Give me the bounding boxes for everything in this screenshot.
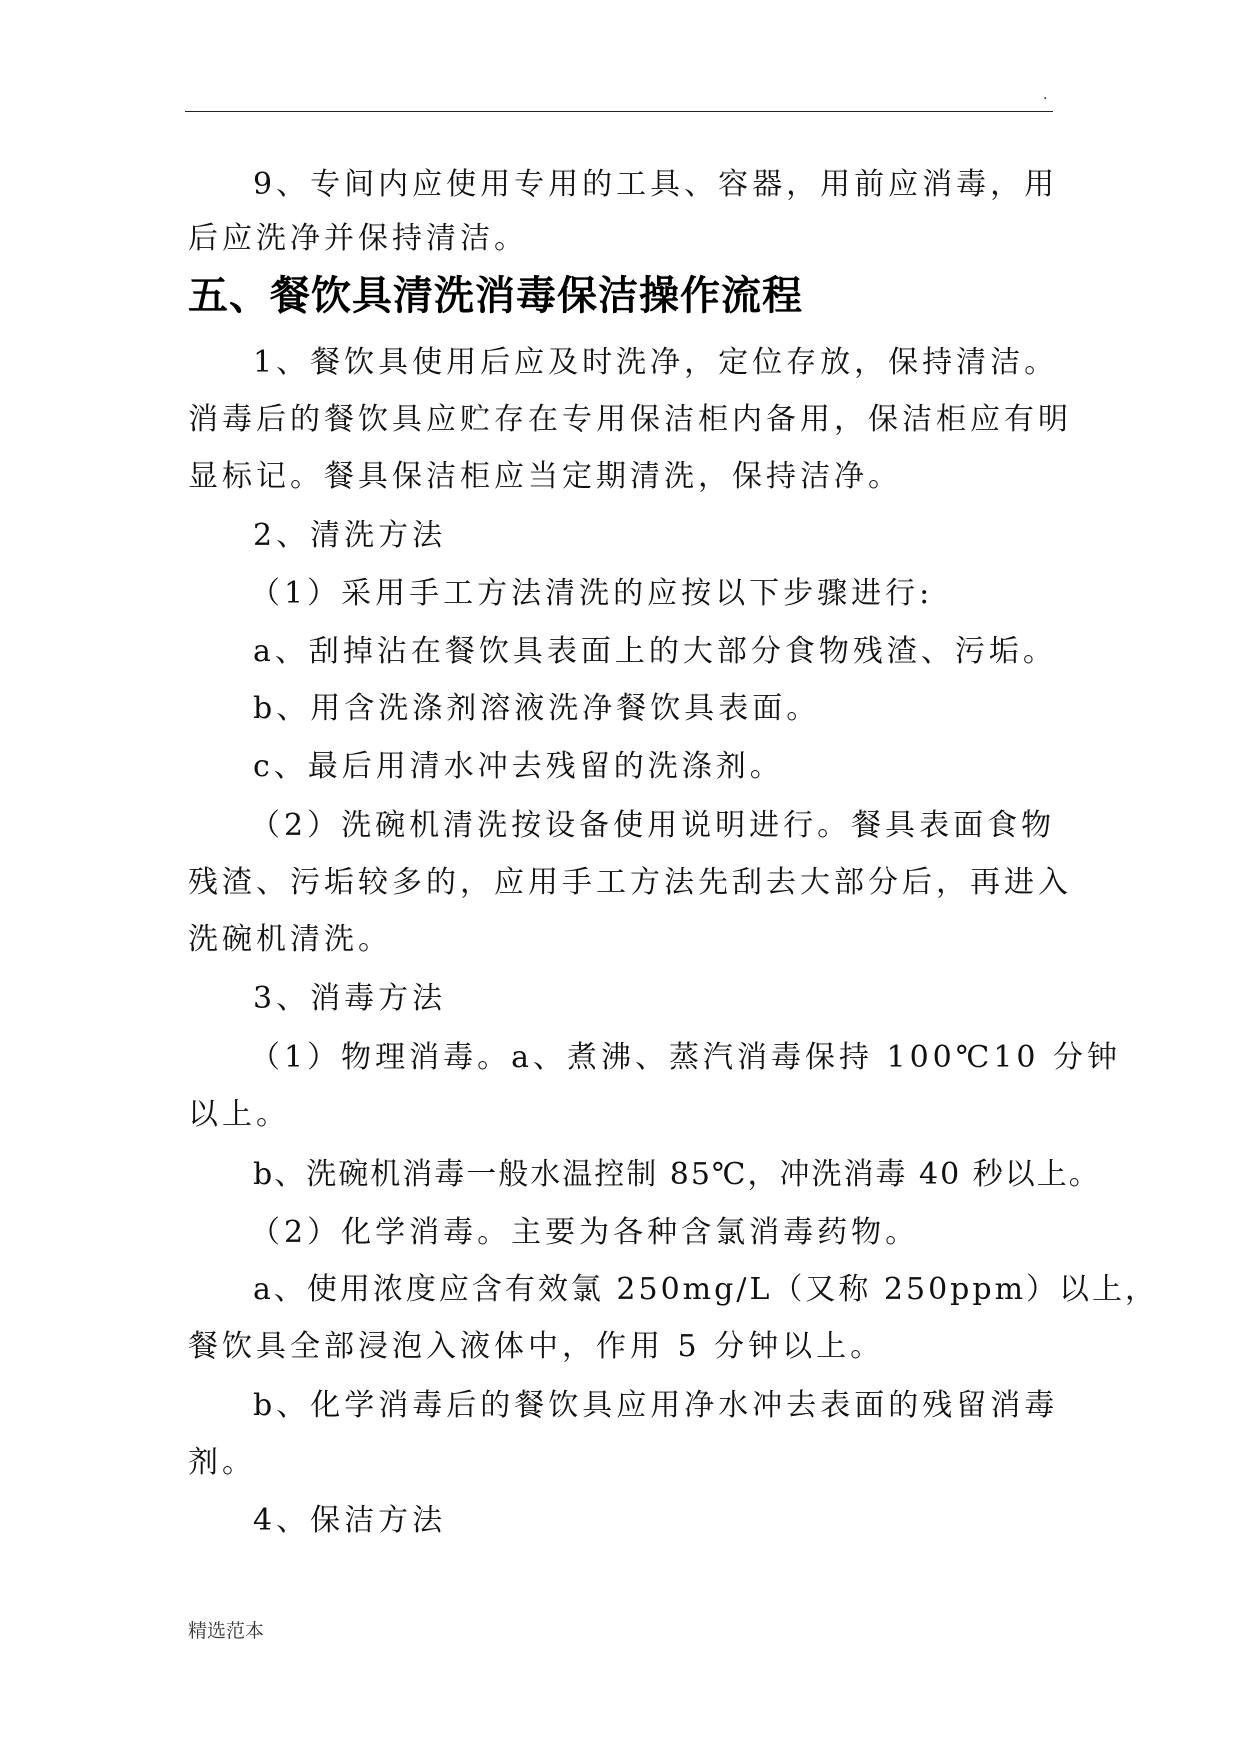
chemical-disinfection: （2）化学消毒。主要为各种含氯消毒药物。 bbox=[250, 1215, 920, 1250]
dishwasher-line-1: （2）洗碗机清洗按设备使用说明进行。餐具表面食物 bbox=[250, 808, 1056, 843]
dishwasher-line-2: 残渣、污垢较多的，应用手工方法先刮去大部分后，再进入 bbox=[188, 865, 1072, 900]
disinfection-method-title: 3、消毒方法 bbox=[253, 981, 447, 1016]
rinse-after-disinfection-line-2: 剂。 bbox=[188, 1445, 256, 1480]
storage-method-title: 4、保洁方法 bbox=[253, 1503, 447, 1538]
header-rule bbox=[185, 111, 1053, 112]
chlorine-concentration-line-2: 餐饮具全部浸泡入液体中，作用 5 分钟以上。 bbox=[188, 1329, 885, 1364]
step-b: b、用含洗涤剂溶液洗净餐饮具表面。 bbox=[253, 691, 821, 726]
dishwasher-line-3: 洗碗机清洗。 bbox=[188, 922, 392, 957]
section-heading: 五、餐饮具清洗消毒保洁操作流程 bbox=[188, 273, 803, 319]
chlorine-concentration-line-1: a、使用浓度应含有效氯 250mg/L（又称 250ppm）以上， bbox=[253, 1272, 1159, 1307]
item-1-line-3: 显标记。餐具保洁柜应当定期清洗，保持洁净。 bbox=[188, 459, 902, 494]
intro-paragraph-line-1: 9、专间内应使用专用的工具、容器，用前应消毒，用 bbox=[253, 167, 1059, 202]
footer-label: 精选范本 bbox=[188, 1620, 265, 1642]
step-c: c、最后用清水冲去残留的洗涤剂。 bbox=[253, 749, 784, 784]
step-a: a、刮掉沾在餐饮具表面上的大部分食物残渣、污垢。 bbox=[253, 634, 1057, 669]
manual-cleaning-steps: （1）采用手工方法清洗的应按以下步骤进行: bbox=[250, 576, 934, 611]
cleaning-method-title: 2、清洗方法 bbox=[253, 518, 447, 553]
intro-paragraph-line-2: 后应洗净并保持清洁。 bbox=[188, 221, 528, 256]
rinse-after-disinfection-line-1: b、化学消毒后的餐饮具应用净水冲去表面的残留消毒 bbox=[253, 1388, 1059, 1423]
dishwasher-disinfection: b、洗碗机消毒一般水温控制 85℃，冲洗消毒 40 秒以上。 bbox=[253, 1157, 1101, 1192]
header-mark: . bbox=[1043, 87, 1048, 103]
physical-disinfection-line-1: （1）物理消毒。a、煮沸、蒸汽消毒保持 100℃10 分钟 bbox=[250, 1040, 1122, 1075]
item-1-line-2: 消毒后的餐饮具应贮存在专用保洁柜内备用，保洁柜应有明 bbox=[188, 402, 1072, 437]
item-1-line-1: 1、餐饮具使用后应及时洗净，定位存放，保持清洁。 bbox=[253, 345, 1059, 380]
physical-disinfection-line-2: 以上。 bbox=[188, 1097, 290, 1132]
